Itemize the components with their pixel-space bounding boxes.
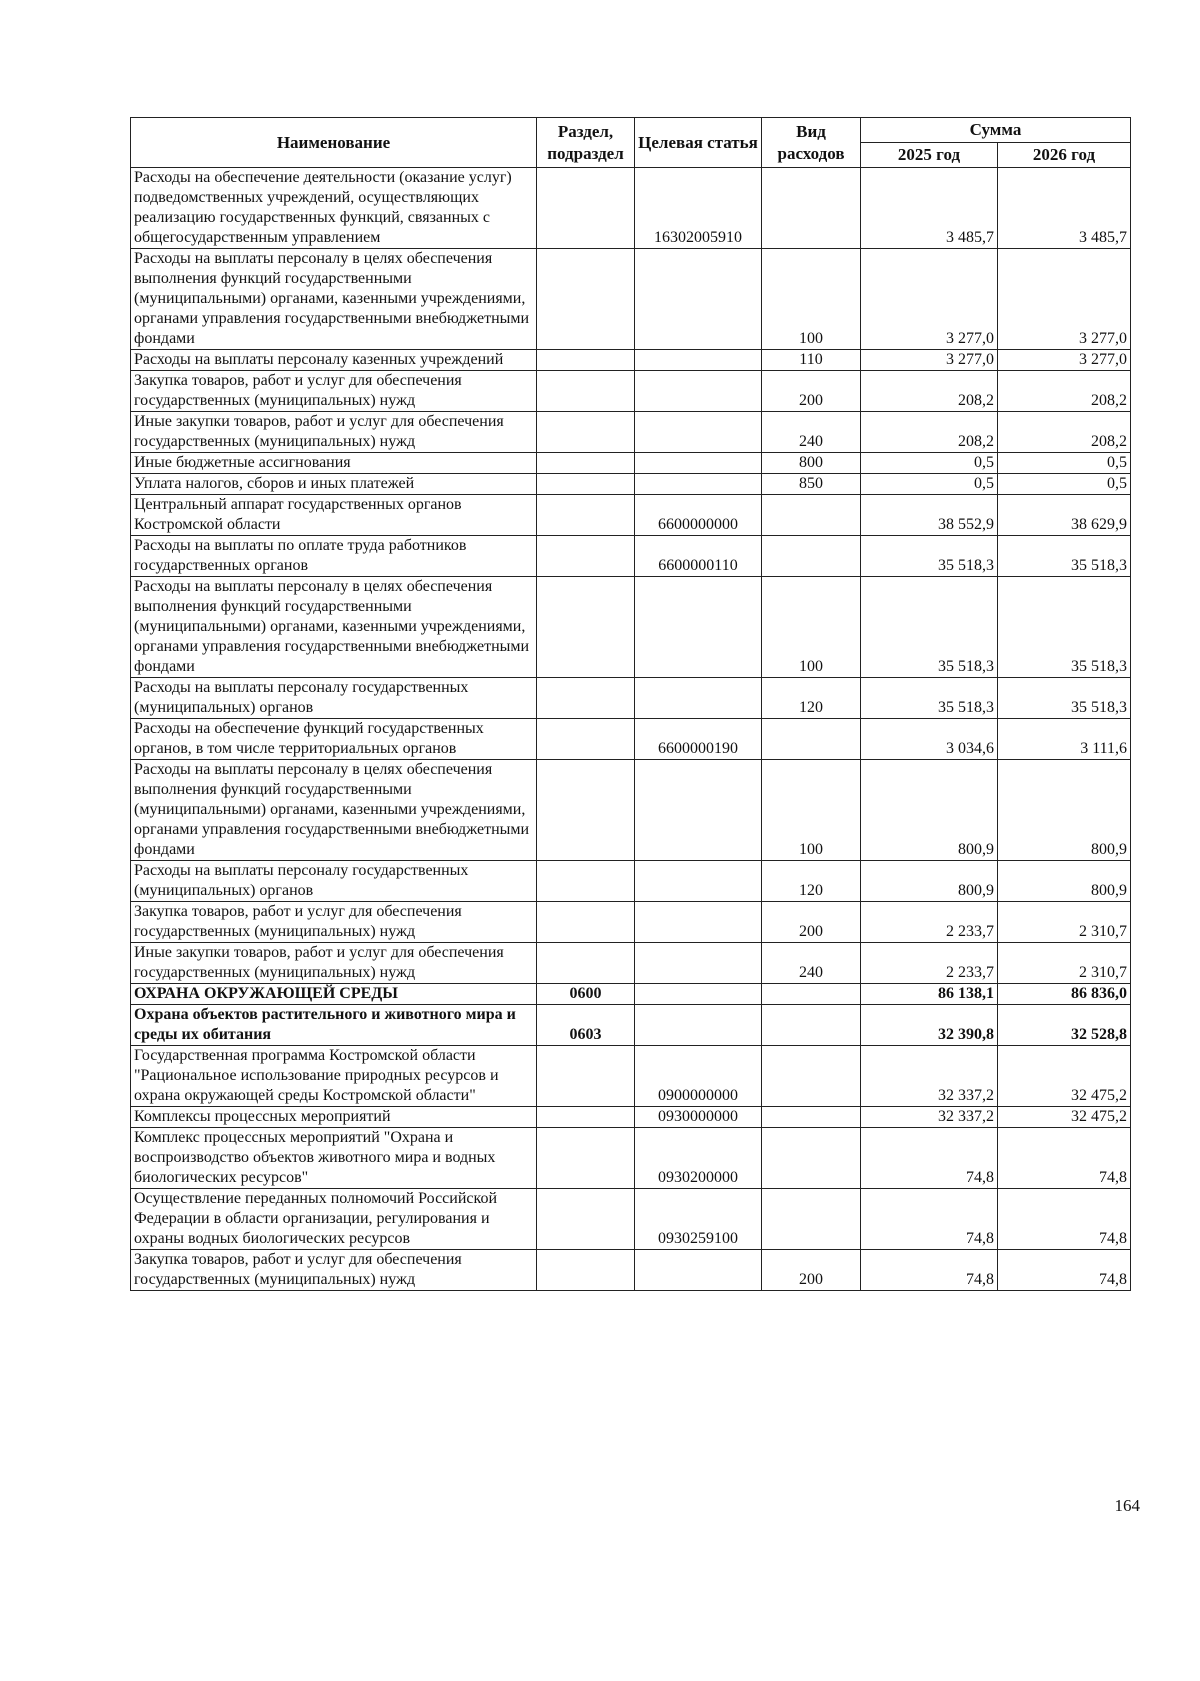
cell-section <box>537 168 635 249</box>
cell-sum-2026: 3 485,7 <box>998 168 1131 249</box>
cell-kind: 100 <box>762 760 861 861</box>
cell-name: Государственная программа Костромской области "Рациональное использование природных ресурсов и охрана окружающей среды Костромской области" <box>131 1046 537 1107</box>
cell-sum-2026: 2 310,7 <box>998 902 1131 943</box>
cell-article <box>635 678 762 719</box>
cell-section <box>537 719 635 760</box>
cell-article: 16302005910 <box>635 168 762 249</box>
cell-name: Осуществление переданных полномочий Российской Федерации в области организации, регулирования и охраны водных биологических ресурсов <box>131 1189 537 1250</box>
cell-article: 0900000000 <box>635 1046 762 1107</box>
cell-article <box>635 760 762 861</box>
cell-sum-2025: 0,5 <box>861 474 998 495</box>
cell-sum-2025: 32 337,2 <box>861 1107 998 1128</box>
header-kind: Вид расходов <box>762 118 861 168</box>
cell-section <box>537 249 635 350</box>
cell-name: Иные закупки товаров, работ и услуг для обеспечения государственных (муниципальных) нужд <box>131 943 537 984</box>
cell-section <box>537 1250 635 1291</box>
cell-article <box>635 474 762 495</box>
header-year-2026: 2026 год <box>998 143 1131 168</box>
table-row <box>131 1005 1131 1046</box>
header-name: Наименование <box>131 118 537 168</box>
cell-name: Центральный аппарат государственных органов Костромской области <box>131 495 537 536</box>
cell-name: Расходы на выплаты персоналу государственных (муниципальных) органов <box>131 678 537 719</box>
table-row <box>131 350 1131 371</box>
cell-sum-2026: 208,2 <box>998 412 1131 453</box>
cell-sum-2025: 800,9 <box>861 760 998 861</box>
cell-section <box>537 371 635 412</box>
table-body <box>131 168 1131 1291</box>
cell-kind: 120 <box>762 861 861 902</box>
cell-sum-2025: 74,8 <box>861 1128 998 1189</box>
table-row <box>131 1128 1131 1189</box>
table-row <box>131 861 1131 902</box>
cell-section <box>537 1046 635 1107</box>
cell-name: Комплексы процессных мероприятий <box>131 1107 537 1128</box>
cell-sum-2025: 3 277,0 <box>861 249 998 350</box>
cell-article: 6600000110 <box>635 536 762 577</box>
cell-sum-2025: 32 337,2 <box>861 1046 998 1107</box>
cell-article <box>635 350 762 371</box>
cell-sum-2026: 74,8 <box>998 1189 1131 1250</box>
cell-sum-2026: 32 475,2 <box>998 1046 1131 1107</box>
cell-sum-2025: 0,5 <box>861 453 998 474</box>
cell-section: 0603 <box>537 1005 635 1046</box>
cell-sum-2025: 35 518,3 <box>861 536 998 577</box>
cell-sum-2026: 35 518,3 <box>998 678 1131 719</box>
cell-sum-2026: 2 310,7 <box>998 943 1131 984</box>
cell-name: Комплекс процессных мероприятий "Охрана и воспроизводство объектов животного мира и водных биологических ресурсов" <box>131 1128 537 1189</box>
cell-article <box>635 861 762 902</box>
table-row <box>131 719 1131 760</box>
table-row <box>131 577 1131 678</box>
cell-kind: 200 <box>762 371 861 412</box>
cell-name: Расходы на выплаты персоналу казенных учреждений <box>131 350 537 371</box>
cell-sum-2026: 32 528,8 <box>998 1005 1131 1046</box>
table-row <box>131 168 1131 249</box>
cell-section <box>537 536 635 577</box>
cell-kind: 110 <box>762 350 861 371</box>
table-row <box>131 412 1131 453</box>
cell-sum-2025: 35 518,3 <box>861 577 998 678</box>
cell-name: ОХРАНА ОКРУЖАЮЩЕЙ СРЕДЫ <box>131 984 537 1005</box>
cell-sum-2026: 3 277,0 <box>998 350 1131 371</box>
table-row <box>131 495 1131 536</box>
cell-article <box>635 577 762 678</box>
cell-article <box>635 249 762 350</box>
cell-article <box>635 1005 762 1046</box>
cell-article <box>635 453 762 474</box>
cell-article <box>635 412 762 453</box>
header-year-2025: 2025 год <box>861 143 998 168</box>
table-row <box>131 1189 1131 1250</box>
cell-name: Расходы на выплаты персоналу в целях обеспечения выполнения функций государственными (муниципальными) органами, казенными учреждениями, органами управления государственными внебюджетными фондами <box>131 760 537 861</box>
cell-section <box>537 474 635 495</box>
cell-section <box>537 902 635 943</box>
cell-sum-2025: 32 390,8 <box>861 1005 998 1046</box>
cell-kind <box>762 1107 861 1128</box>
cell-article <box>635 1250 762 1291</box>
cell-name: Закупка товаров, работ и услуг для обеспечения государственных (муниципальных) нужд <box>131 902 537 943</box>
cell-sum-2025: 86 138,1 <box>861 984 998 1005</box>
cell-sum-2025: 74,8 <box>861 1250 998 1291</box>
cell-name: Закупка товаров, работ и услуг для обеспечения государственных (муниципальных) нужд <box>131 1250 537 1291</box>
cell-section <box>537 495 635 536</box>
cell-name: Расходы на выплаты персоналу в целях обеспечения выполнения функций государственными (муниципальными) органами, казенными учреждениями, органами управления государственными внебюджетными фондами <box>131 577 537 678</box>
cell-section <box>537 577 635 678</box>
page-number: 164 <box>1114 1496 1140 1515</box>
cell-kind: 200 <box>762 902 861 943</box>
cell-article <box>635 371 762 412</box>
cell-kind: 120 <box>762 678 861 719</box>
cell-kind <box>762 536 861 577</box>
cell-section <box>537 350 635 371</box>
cell-name: Закупка товаров, работ и услуг для обеспечения государственных (муниципальных) нужд <box>131 371 537 412</box>
cell-section <box>537 861 635 902</box>
cell-kind <box>762 1189 861 1250</box>
cell-sum-2025: 35 518,3 <box>861 678 998 719</box>
table-row <box>131 536 1131 577</box>
table-row <box>131 371 1131 412</box>
cell-name: Иные закупки товаров, работ и услуг для обеспечения государственных (муниципальных) нужд <box>131 412 537 453</box>
cell-name: Охрана объектов растительного и животного мира и среды их обитания <box>131 1005 537 1046</box>
cell-kind <box>762 719 861 760</box>
table-row <box>131 474 1131 495</box>
table-row <box>131 943 1131 984</box>
cell-article <box>635 984 762 1005</box>
cell-sum-2026: 800,9 <box>998 760 1131 861</box>
cell-kind <box>762 1046 861 1107</box>
cell-sum-2026: 0,5 <box>998 474 1131 495</box>
cell-section <box>537 760 635 861</box>
budget-table <box>130 117 1131 1291</box>
cell-section: 0600 <box>537 984 635 1005</box>
cell-sum-2026: 0,5 <box>998 453 1131 474</box>
cell-kind: 240 <box>762 943 861 984</box>
cell-sum-2025: 800,9 <box>861 861 998 902</box>
cell-kind <box>762 495 861 536</box>
table-row <box>131 453 1131 474</box>
cell-kind: 100 <box>762 249 861 350</box>
cell-kind: 100 <box>762 577 861 678</box>
budget-table-container <box>130 117 1130 1291</box>
cell-sum-2026: 74,8 <box>998 1250 1131 1291</box>
table-row <box>131 678 1131 719</box>
cell-kind <box>762 168 861 249</box>
cell-sum-2025: 3 485,7 <box>861 168 998 249</box>
cell-name: Иные бюджетные ассигнования <box>131 453 537 474</box>
header-row-1 <box>131 118 1131 143</box>
cell-section <box>537 1189 635 1250</box>
table-row <box>131 902 1131 943</box>
cell-name: Расходы на выплаты персоналу в целях обеспечения выполнения функций государственными (муниципальными) органами, казенными учреждениями, органами управления государственными внебюджетными фондами <box>131 249 537 350</box>
cell-name: Расходы на выплаты персоналу государственных (муниципальных) органов <box>131 861 537 902</box>
cell-article: 6600000000 <box>635 495 762 536</box>
table-row <box>131 1046 1131 1107</box>
cell-section <box>537 1107 635 1128</box>
cell-kind: 800 <box>762 453 861 474</box>
cell-kind <box>762 1128 861 1189</box>
cell-name: Расходы на выплаты по оплате труда работников государственных органов <box>131 536 537 577</box>
cell-kind: 240 <box>762 412 861 453</box>
cell-article <box>635 902 762 943</box>
cell-kind: 200 <box>762 1250 861 1291</box>
cell-kind <box>762 984 861 1005</box>
cell-sum-2026: 74,8 <box>998 1128 1131 1189</box>
cell-article <box>635 943 762 984</box>
table-row <box>131 984 1131 1005</box>
cell-kind <box>762 1005 861 1046</box>
table-row <box>131 249 1131 350</box>
cell-name: Уплата налогов, сборов и иных платежей <box>131 474 537 495</box>
cell-sum-2025: 208,2 <box>861 371 998 412</box>
cell-sum-2025: 2 233,7 <box>861 943 998 984</box>
cell-sum-2026: 800,9 <box>998 861 1131 902</box>
cell-section <box>537 943 635 984</box>
cell-sum-2025: 74,8 <box>861 1189 998 1250</box>
cell-article: 0930200000 <box>635 1128 762 1189</box>
table-row <box>131 1107 1131 1128</box>
cell-sum-2026: 32 475,2 <box>998 1107 1131 1128</box>
cell-sum-2026: 35 518,3 <box>998 577 1131 678</box>
cell-sum-2026: 35 518,3 <box>998 536 1131 577</box>
cell-sum-2025: 3 277,0 <box>861 350 998 371</box>
cell-sum-2026: 3 277,0 <box>998 249 1131 350</box>
cell-section <box>537 412 635 453</box>
cell-section <box>537 678 635 719</box>
header-section: Раздел, подраздел <box>537 118 635 168</box>
cell-sum-2025: 2 233,7 <box>861 902 998 943</box>
cell-kind: 850 <box>762 474 861 495</box>
cell-name: Расходы на обеспечение деятельности (оказание услуг) подведомственных учреждений, осуществляющих реализацию государственных функций, связанных с общегосударственным управлением <box>131 168 537 249</box>
cell-sum-2026: 208,2 <box>998 371 1131 412</box>
cell-name: Расходы на обеспечение функций государственных органов, в том числе территориальных органов <box>131 719 537 760</box>
cell-section <box>537 453 635 474</box>
cell-sum-2025: 38 552,9 <box>861 495 998 536</box>
cell-article: 6600000190 <box>635 719 762 760</box>
cell-sum-2026: 38 629,9 <box>998 495 1131 536</box>
cell-sum-2025: 3 034,6 <box>861 719 998 760</box>
cell-sum-2026: 3 111,6 <box>998 719 1131 760</box>
header-sum: Сумма <box>861 118 1131 143</box>
cell-section <box>537 1128 635 1189</box>
table-row <box>131 1250 1131 1291</box>
cell-sum-2025: 208,2 <box>861 412 998 453</box>
table-row <box>131 760 1131 861</box>
header-article: Целевая статья <box>635 118 762 168</box>
cell-article: 0930000000 <box>635 1107 762 1128</box>
cell-article: 0930259100 <box>635 1189 762 1250</box>
cell-sum-2026: 86 836,0 <box>998 984 1131 1005</box>
